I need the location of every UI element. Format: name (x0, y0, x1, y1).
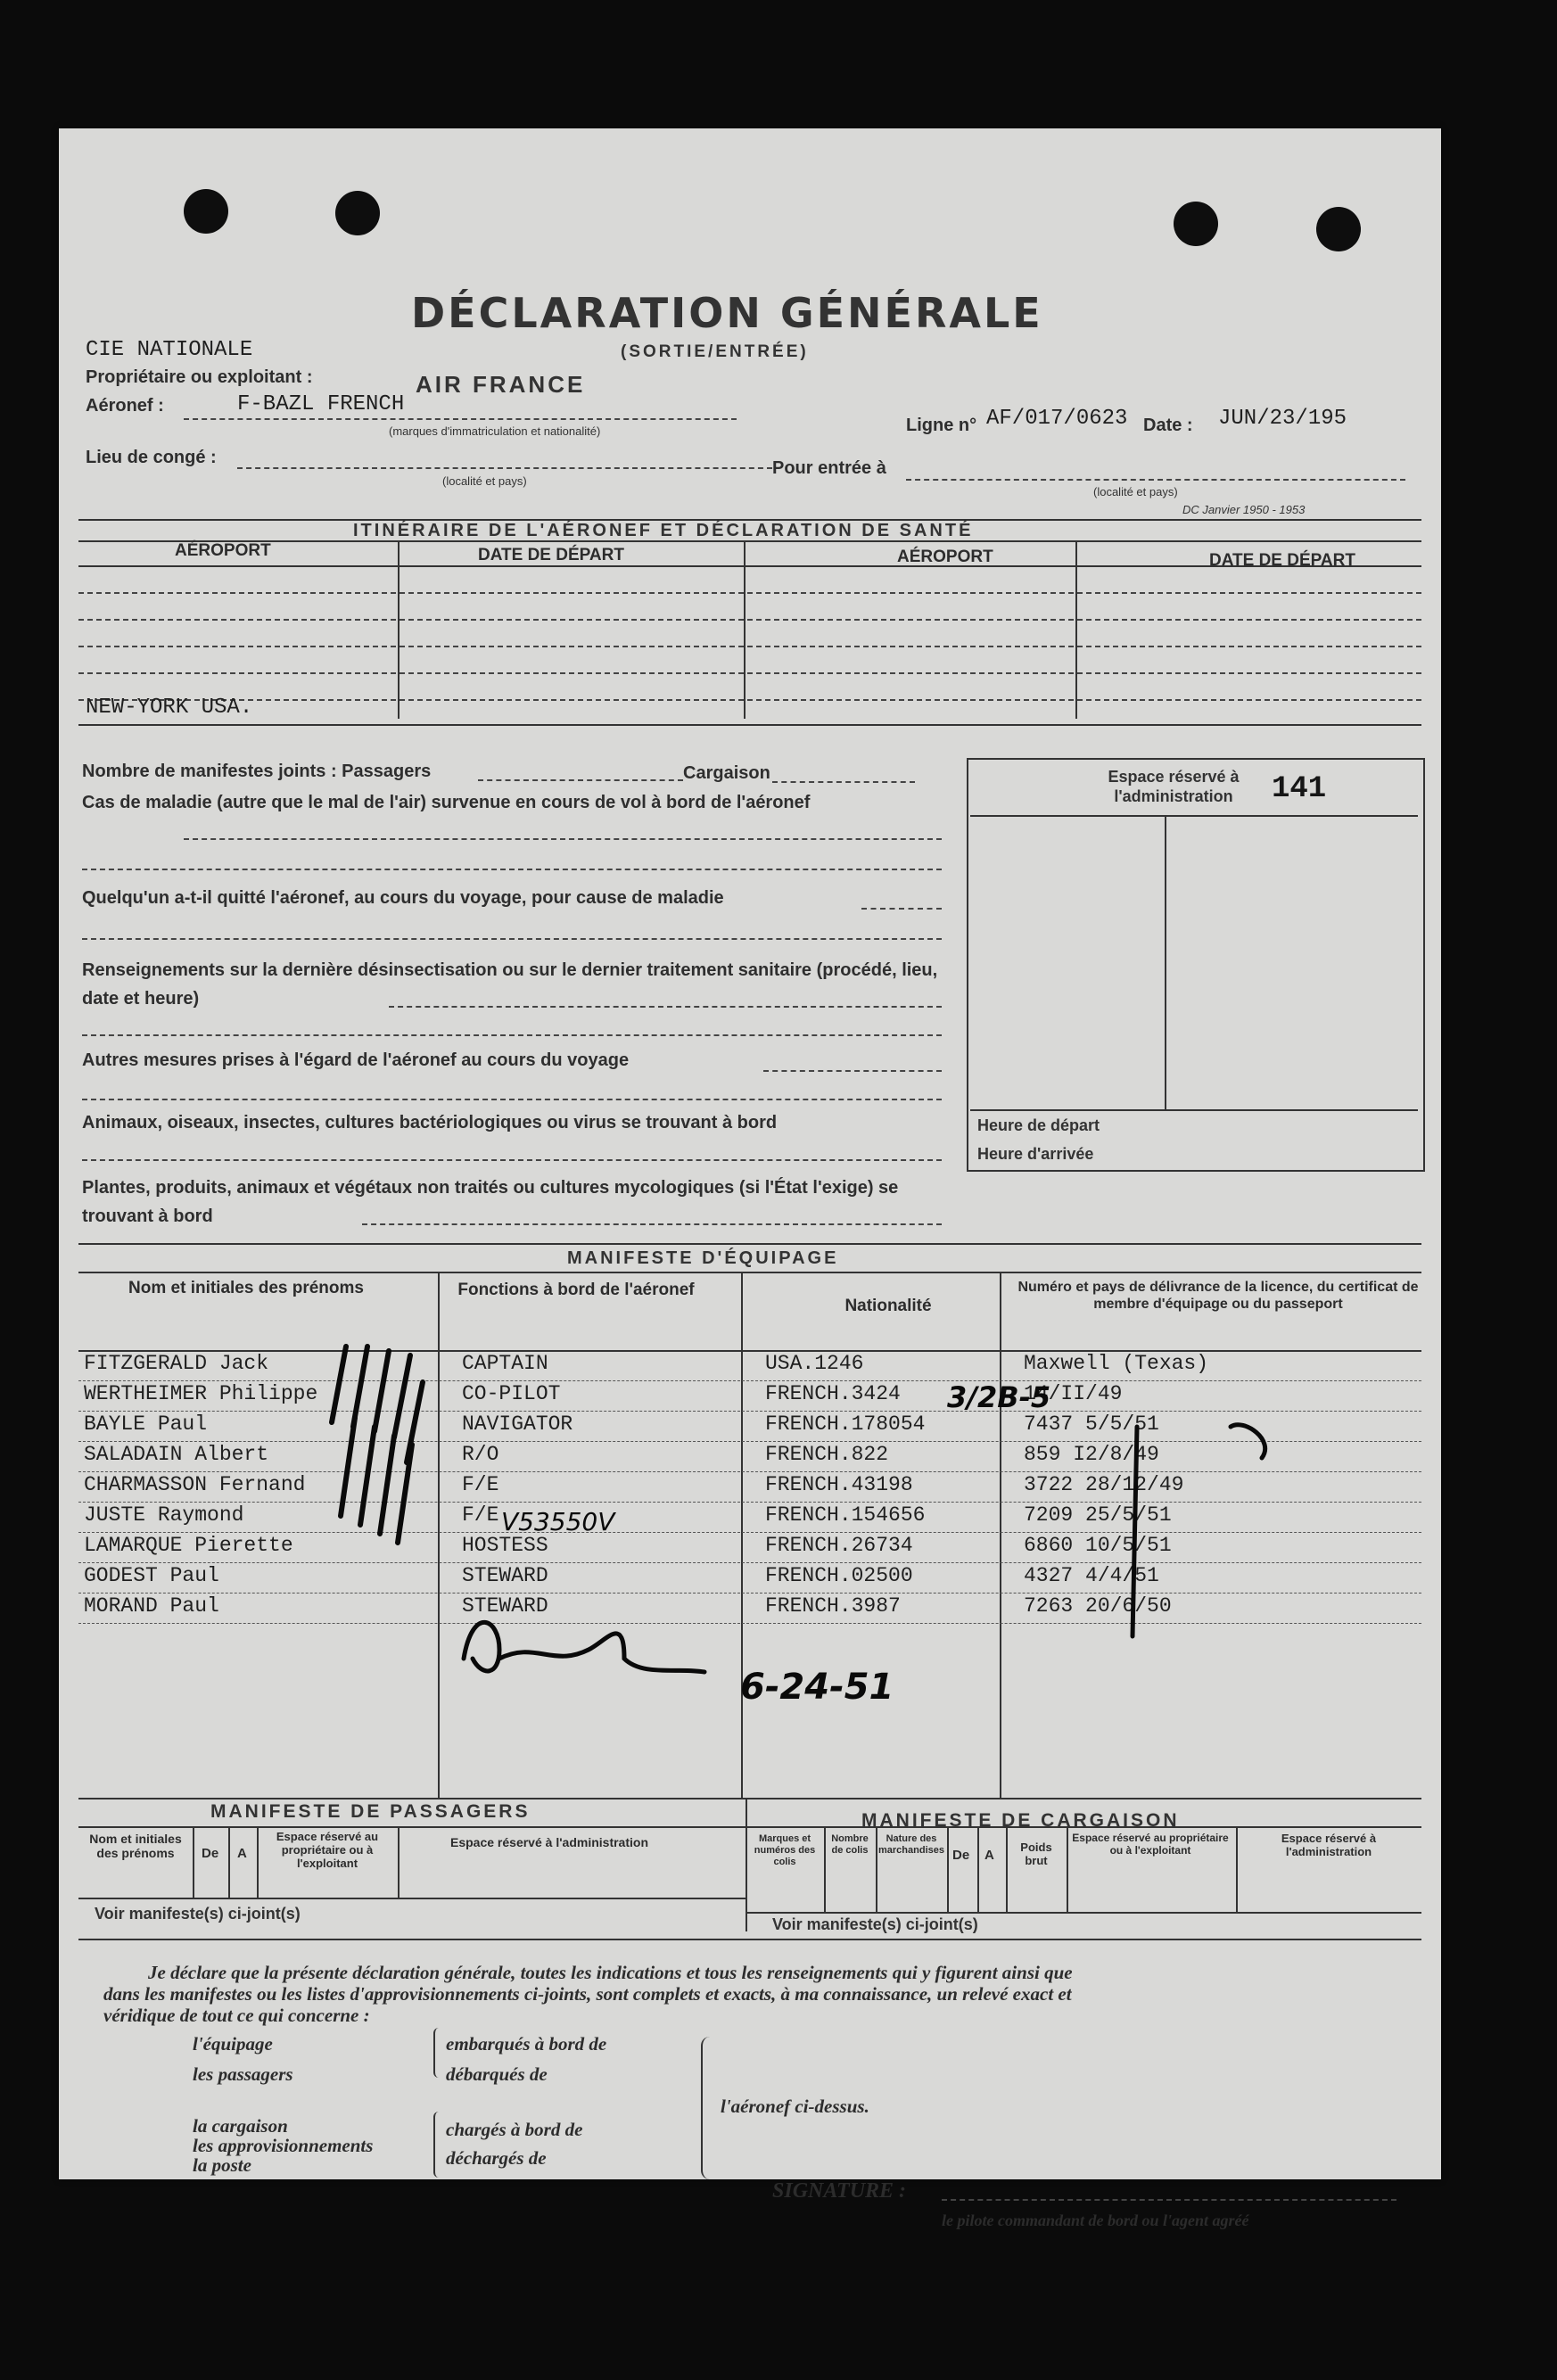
crew-license-cell: 859 I2/8/49 (1024, 1443, 1159, 1466)
crew-function-cell: CAPTAIN (462, 1352, 548, 1375)
crew-nationality-cell: FRENCH.26734 (765, 1534, 913, 1557)
crew-nationality-cell: FRENCH.178054 (765, 1412, 926, 1436)
crew-col-function: Fonctions à bord de l'aéronef (457, 1281, 695, 1299)
crew-nationality-cell: FRENCH.3987 (765, 1594, 901, 1618)
signature-scribble-icon (464, 1622, 704, 1672)
crew-nationality-cell: FRENCH.43198 (765, 1473, 913, 1496)
handwritten-signoff-date: 6-24-51 (740, 1667, 894, 1708)
form-reference: DC Janvier 1950 - 1953 (1182, 503, 1306, 516)
declaration-passengers-label: les passagers (193, 2063, 293, 2085)
check-mark-icon (1231, 1425, 1265, 1458)
aircraft-label: Aéronef : (86, 396, 164, 416)
crew-function-cell: STEWARD (462, 1564, 548, 1587)
crew-license-cell: 7437 5/5/51 (1024, 1412, 1159, 1436)
company-name: CIE NATIONALE (86, 338, 253, 362)
manifests-count-label: Nombre de manifestes joints : Passagers (82, 762, 432, 781)
declaration-embarked: embarqués à bord de (446, 2033, 607, 2055)
health-question-plants: Plantes, produits, animaux et végétaux non traités ou cultures mycologiques (si l'État l'exige) se trouvant à bord (82, 1178, 899, 1226)
date-value: JUN/23/195 (1218, 407, 1347, 431)
cargo-count-label: Cargaison (683, 763, 770, 783)
crew-col-license: Numéro et pays de délivrance de la licence, du certificat de membre d'équipage ou du passeport (1017, 1280, 1419, 1312)
cargo-section-title: MANIFESTE DE CARGAISON (861, 1810, 1180, 1831)
cargo-col-de: De (952, 1848, 970, 1863)
crew-name-cell: BAYLE Paul (84, 1412, 208, 1436)
declaration-aircraft-ref: l'aéronef ci-dessus. (721, 2096, 869, 2117)
cargo-col-nature: Nature des marchandises (878, 1833, 944, 1856)
crew-license-cell: Maxwell (Texas) (1024, 1352, 1209, 1375)
crew-license-cell: 7263 20/6/50 (1024, 1594, 1172, 1618)
crew-function-cell: HOSTESS (462, 1534, 548, 1557)
itinerary-airport-entry: NEW-YORK USA. (86, 696, 253, 720)
date-label: Date : (1143, 416, 1193, 435)
cargo-col-reserved-owner: Espace réservé au propriétaire ou à l'exploitant (1072, 1832, 1229, 1857)
declaration-unloaded: déchargés de (446, 2147, 547, 2169)
crew-nationality-cell: USA.1246 (765, 1352, 864, 1375)
aircraft-note: (marques d'immatriculation et nationalité) (389, 424, 601, 438)
crew-name-cell: WERTHEIMER Philippe (84, 1382, 318, 1405)
tally-marks-icon (332, 1346, 423, 1543)
crew-nationality-cell: FRENCH.3424 (765, 1382, 901, 1405)
cargo-col-marks: Marques et numéros des colis (754, 1833, 816, 1867)
crew-license-cell: 7209 25/5/51 (1024, 1503, 1172, 1527)
crew-license-cell: 4327 4/4/51 (1024, 1564, 1159, 1587)
cargo-col-a: A (984, 1848, 994, 1863)
crew-nationality-cell: FRENCH.02500 (765, 1564, 913, 1587)
crew-license-cell: 6860 10/5/51 (1024, 1534, 1172, 1557)
passengers-col-reserved-owner: Espace réservé au propriétaire ou à l'exploitant (276, 1830, 379, 1870)
declaration-disembarked: débarqués de (446, 2063, 548, 2085)
passengers-col-a: A (237, 1846, 247, 1861)
crew-name-cell: SALADAIN Albert (84, 1443, 269, 1466)
cargo-col-weight: Poids brut (1020, 1841, 1052, 1867)
crew-name-cell: MORAND Paul (84, 1594, 219, 1618)
line-label: Ligne n° (906, 416, 977, 435)
form-title: DÉCLARATION GÉNÉRALE (411, 289, 1043, 337)
crew-function-cell: NAVIGATOR (462, 1412, 573, 1436)
crew-nationality-cell: FRENCH.822 (765, 1443, 889, 1466)
aircraft-value: F-BAZL FRENCH (237, 392, 405, 416)
declaration-loaded: chargés à bord de (446, 2119, 583, 2140)
health-question-illness: Cas de maladie (autre que le mal de l'air) survenue en cours de vol à bord de l'aéronef (82, 793, 811, 812)
departure-place-note: (localité et pays) (442, 474, 527, 488)
admin-reserved-number: 141 (1272, 772, 1327, 806)
handwritten-license-note: 3/2B-5 (947, 1380, 1051, 1414)
declaration-crew-label: l'équipage (193, 2033, 273, 2055)
health-question-disinsection: Renseignements sur la dernière désinsectisation ou sur le dernier traitement sanitaire (procédé, lieu, date et heure) (82, 960, 938, 1009)
health-question-other-measures: Autres mesures prises à l'égard de l'aéronef au cours du voyage (82, 1050, 630, 1070)
passengers-col-reserved-admin: Espace réservé à l'administration (450, 1835, 648, 1849)
passengers-col-de: De (202, 1846, 219, 1861)
crew-license-cell: 14/II/49 (1024, 1382, 1123, 1405)
crew-name-cell: LAMARQUE Pierette (84, 1534, 293, 1557)
crew-function-cell: F/E (462, 1503, 499, 1527)
crew-section-title: MANIFESTE D'ÉQUIPAGE (567, 1248, 839, 1268)
crew-name-cell: JUSTE Raymond (84, 1503, 244, 1527)
arrival-time-label: Heure d'arrivée (977, 1145, 1094, 1163)
itinerary-col-date-2: DATE DE DÉPART (1209, 551, 1355, 570)
declaration-text-line-1: Je déclare que la présente déclaration générale, toutes les indications et tous les renseignements qui y figurent ainsi que (148, 1962, 1073, 1983)
signature-label: SIGNATURE : (772, 2179, 907, 2203)
line-value: AF/017/0623 (986, 407, 1128, 431)
health-question-animals: Animaux, oiseaux, insectes, cultures bactériologiques ou virus se trouvant à bord (82, 1113, 778, 1132)
crew-col-name: Nom et initiales des prénoms (128, 1279, 364, 1297)
signature-note: le pilote commandant de bord ou l'agent agréé (942, 2211, 1249, 2229)
passengers-section-title: MANIFESTE DE PASSAGERS (210, 1801, 531, 1822)
entry-note: (localité et pays) (1093, 485, 1178, 498)
cargo-col-reserved-admin: Espace réservé à l'administration (1281, 1832, 1377, 1858)
cargo-col-number: Nombre de colis (831, 1833, 869, 1856)
crew-name-cell: FITZGERALD Jack (84, 1352, 269, 1375)
cargo-see-attached: Voir manifeste(s) ci-joint(s) (772, 1915, 978, 1933)
form-subtitle: (SORTIE/ENTRÉE) (621, 342, 809, 361)
passengers-col-name: Nom et initiales des prénoms (89, 1832, 182, 1860)
itinerary-col-airport-2: AÉROPORT (897, 548, 993, 566)
departure-place-label: Lieu de congé : (86, 448, 217, 467)
crew-function-cell: F/E (462, 1473, 499, 1496)
declaration-text-line-3: véridique de tout ce qui concerne : (103, 2005, 370, 2026)
health-question-left-aircraft: Quelqu'un a-t-il quitté l'aéronef, au cours du voyage, pour cause de maladie (82, 888, 724, 908)
crew-function-cell: CO-PILOT (462, 1382, 561, 1405)
crew-function-cell: R/O (462, 1443, 499, 1466)
handwritten-fe-note: V53550V (501, 1507, 615, 1536)
crew-function-cell: STEWARD (462, 1594, 548, 1618)
crew-name-cell: GODEST Paul (84, 1564, 219, 1587)
itinerary-col-date-1: DATE DE DÉPART (478, 546, 624, 564)
passengers-see-attached: Voir manifeste(s) ci-joint(s) (95, 1905, 301, 1923)
itinerary-section-title: ITINÉRAIRE DE L'AÉRONEF ET DÉCLARATION DE SANTÉ (353, 521, 974, 540)
declaration-cargo-label: la cargaison (193, 2115, 288, 2137)
admin-reserved-label: Espace réservé à l'administration (1108, 768, 1240, 805)
itinerary-col-airport-1: AÉROPORT (175, 541, 271, 560)
departure-time-label: Heure de départ (977, 1116, 1100, 1134)
crew-col-nationality: Nationalité (844, 1297, 932, 1315)
entry-label: Pour entrée à (772, 458, 886, 478)
crew-nationality-cell: FRENCH.154656 (765, 1503, 926, 1527)
vertical-tick-line-icon (1133, 1427, 1137, 1636)
declaration-mail-label: la poste (193, 2154, 251, 2176)
crew-license-cell: 3722 28/12/49 (1024, 1473, 1184, 1496)
declaration-text-line-2: dans les manifestes ou les listes d'approvisionnements ci-joints, sont complets et exacts, à ma connaissance, un relevé exact et (103, 1983, 1072, 2005)
owner-label: Propriétaire ou exploitant : (86, 367, 313, 387)
declaration-supplies-label: les approvisionnements (193, 2135, 374, 2156)
crew-name-cell: CHARMASSON Fernand (84, 1473, 306, 1496)
owner-value: AIR FRANCE (416, 371, 586, 398)
